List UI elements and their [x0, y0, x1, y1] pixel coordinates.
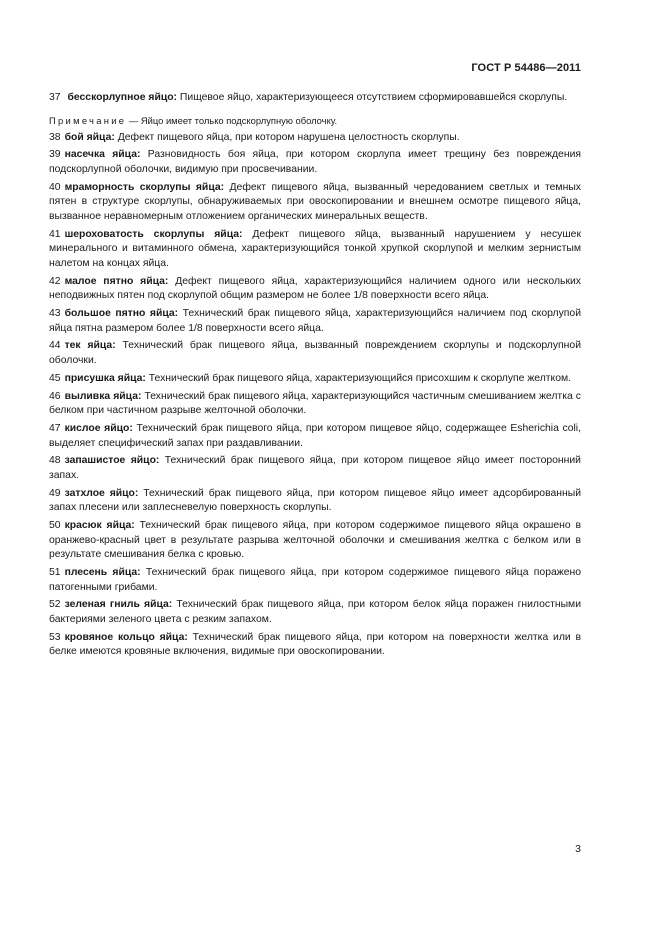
- term-name: присушка яйца:: [64, 372, 146, 384]
- term-entry: [49, 131, 581, 146]
- term-entry: [49, 422, 581, 451]
- term-entry: [49, 390, 581, 419]
- note: [49, 114, 581, 127]
- term-name: затхлое яйцо:: [64, 487, 139, 499]
- term-name: бесскорлупное яйцо:: [67, 92, 178, 103]
- term-number: 42: [49, 275, 61, 287]
- term-number: 43: [49, 308, 61, 320]
- standard-designation: ГОСТ Р 54486—2011: [471, 62, 581, 74]
- term-definition: Пищевое яйцо, характеризующееся отсутствием сформировавшейся скорлупы.: [179, 92, 568, 103]
- term-definition: Технический брак пищевого яйца, вызванный повреждением скорлупы и подскорлупной оболочки.: [49, 340, 581, 367]
- term-name: кровяное кольцо яйца:: [64, 631, 188, 643]
- term-entry: [49, 91, 581, 106]
- term-number: 46: [49, 390, 61, 402]
- term-entries: [49, 131, 581, 660]
- term-name: мраморность скорлупы яйца:: [64, 181, 225, 193]
- term-number: 48: [49, 455, 61, 467]
- term-definition: Технический брак пищевого яйца, характеризующийся наличием под скорлупой яйца пятна размером более 1/8 поверхности всего яйца.: [49, 308, 581, 334]
- term-entry: [49, 228, 581, 272]
- term-entry: [49, 487, 581, 516]
- term-entry: [49, 631, 581, 660]
- term-entry: [49, 566, 581, 595]
- term-definition: Дефект пищевого яйца, при котором нарушена целостность скорлупы.: [117, 131, 460, 143]
- term-entry: [49, 598, 581, 627]
- term-number: 39: [49, 149, 61, 161]
- term-number: 47: [49, 422, 61, 434]
- term-number: 40: [49, 181, 61, 193]
- term-definition: Технический брак пищевого яйца, при котором содержимое пищевого яйца поражено патогенными грибами.: [49, 567, 581, 593]
- term-definition: Технический брак пищевого яйца, при котором пищевое яйцо, содержащее Esherichia coli, выделяет специфический запах при раздавливании.: [49, 422, 582, 449]
- term-name: зеленая гниль яйца:: [64, 599, 173, 611]
- term-name: плесень яйца:: [64, 567, 141, 579]
- term-name: выливка яйца:: [64, 390, 142, 402]
- term-number: 49: [49, 487, 61, 499]
- term-entry: [49, 519, 581, 563]
- term-entry: [49, 339, 581, 368]
- term-definition: Технический брак пищевого яйца, характеризующийся частичным смешиванием желтка с белком при частичном разрыве желточной оболочки.: [49, 390, 581, 417]
- term-name: малое пятно яйца:: [64, 275, 169, 287]
- term-number: 38: [49, 131, 61, 143]
- term-entry: [49, 307, 581, 336]
- term-entry: [49, 148, 581, 177]
- term-number: 52: [49, 599, 61, 611]
- term-definition: Технический брак пищевого яйца, при котором пищевое яйцо имеет адсорбированный запах плесени или заплесневелую поверхность скорлупы.: [49, 487, 582, 514]
- term-name: насечка яйца:: [64, 149, 141, 161]
- term-number: 53: [49, 631, 61, 643]
- term-entry: [49, 275, 581, 304]
- terms-list: [49, 91, 581, 663]
- term-definition: Технический брак пищевого яйца, при котором пищевое яйцо имеет посторонний запах.: [49, 455, 581, 481]
- term-number: 51: [49, 567, 61, 579]
- term-definition: Дефект пищевого яйца, вызванный нарушением у несушек минерального и витаминного обмена, характеризующийся тонкой хрупкой скорлупой и мелким зернистым налетом на концах яйца.: [49, 228, 582, 269]
- term-name: красюк яйца:: [64, 520, 135, 532]
- term-number: 37: [49, 92, 61, 103]
- note-label: Примечание: [49, 114, 127, 126]
- term-definition: Разновидность боя яйца, при котором скорлупа имеет трещину без повреждения подскорлупной оболочки, видимую при просвечивании.: [49, 149, 582, 175]
- note-text: — Яйцо имеет только подскорлупную оболочку.: [128, 114, 338, 126]
- term-definition: Технический брак пищевого яйца, при котором содержимое пищевого яйца окрашено в оранжево-красный цвет в результате разрыва желточной оболочки и смешивания желтка с белком или в результате смешивания белка с кровью.: [49, 520, 581, 561]
- term-name: кислое яйцо:: [64, 422, 133, 434]
- term-entry: [49, 454, 581, 483]
- term-definition: Технический брак пищевого яйца, при котором белок яйца поражен гнилостными бактериями зеленого цвета с резким запахом.: [49, 599, 582, 626]
- term-definition: Технический брак пищевого яйца, при котором на поверхности желтка или в белке имеются кровяные включения, видимые при овоскопировании.: [49, 631, 581, 658]
- term-name: шероховатость скорлупы яйца:: [64, 228, 243, 240]
- term-entry: [49, 181, 581, 225]
- term-definition: Дефект пищевого яйца, характеризующийся наличием одного или нескольких неподвижных пятен под скорлупой общим размером не более 1/8 поверхности всего яйца.: [49, 275, 582, 302]
- term-number: 44: [49, 340, 61, 352]
- term-name: запашистое яйцо:: [64, 455, 160, 467]
- term-number: 50: [49, 520, 61, 532]
- term-number: 41: [49, 228, 61, 240]
- term-entry: [49, 372, 581, 387]
- term-name: тек яйца:: [64, 340, 116, 352]
- term-number: 45: [49, 372, 61, 384]
- page-number: 3: [575, 843, 581, 855]
- term-definition: Дефект пищевого яйца, вызванный чередованием светлых и темных пятен в структуре скорлупы, обнаруживаемых при овоскопировании и внешнем осмотре пищевого яйца, вызванное неравномерным отложением органических минеральных веществ.: [49, 181, 581, 222]
- term-name: бой яйца:: [64, 131, 115, 143]
- term-name: большое пятно яйца:: [64, 308, 179, 320]
- term-definition: Технический брак пищевого яйца, характеризующийся присохшим к скорлупе желтком.: [148, 372, 572, 384]
